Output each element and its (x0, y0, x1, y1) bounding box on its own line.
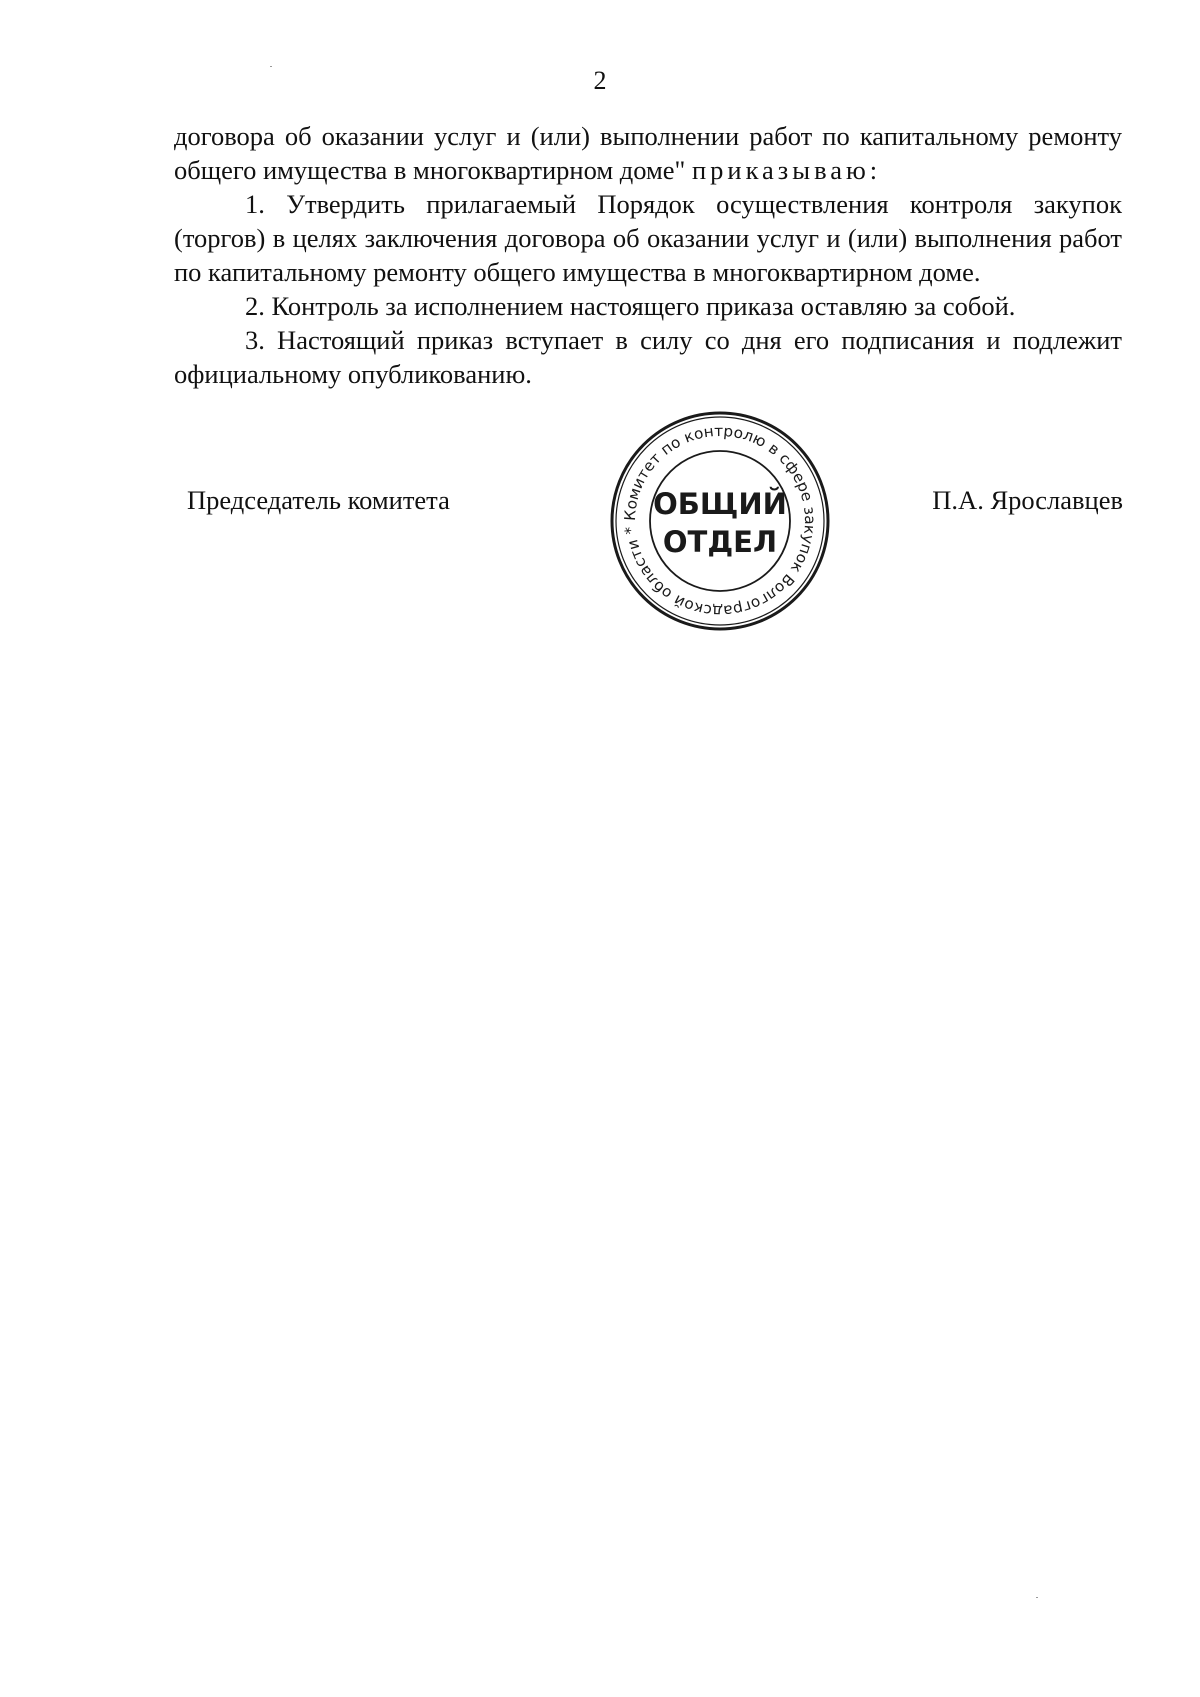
preamble-text: договора об оказании услуг и (или) выполнении работ по капитальному ремонту общего имущества в многоквартирном доме" (174, 121, 1122, 185)
paragraph-item-3: 3. Настоящий приказ вступает в силу со дня его подписания и подлежит официальному опубликованию. (174, 325, 1122, 389)
stamp-inner-ring (650, 451, 790, 591)
stamp-outer-ring (612, 413, 828, 629)
paragraph-item-2: 2. Контроль за исполнением настоящего приказа оставляю за собой. (245, 291, 1016, 321)
page-number: 2 (593, 66, 607, 95)
document-body (174, 119, 1122, 391)
stamp-ring-textpath: Комитет по контролю в сфере закупок Волгоградской области * (620, 421, 820, 621)
paragraph-item-1: 1. Утвердить прилагаемый Порядок осуществления контроля закупок (торгов) в целях заключения договора об оказании услуг и (или) выполнения работ по капитальному ремонту общего имущества в многоквартирном доме. (174, 189, 1122, 287)
signatory-name: П.А. Ярославцев (932, 485, 1123, 515)
signatory-position: Председатель комитета (187, 485, 450, 515)
stamp-outer-ring-inner (616, 417, 824, 625)
scan-speck (1036, 1597, 1038, 1598)
stamp-graphic (605, 406, 835, 636)
order-word: приказываю: (691, 155, 882, 185)
stamp-center-line-1: ОБЩИЙ (653, 487, 787, 521)
stamp-center-line-2: ОТДЕЛ (662, 525, 778, 559)
paragraph-preamble-end (174, 119, 1122, 187)
signature-block (0, 483, 1200, 523)
scan-speck (270, 66, 272, 67)
official-stamp (605, 406, 835, 636)
